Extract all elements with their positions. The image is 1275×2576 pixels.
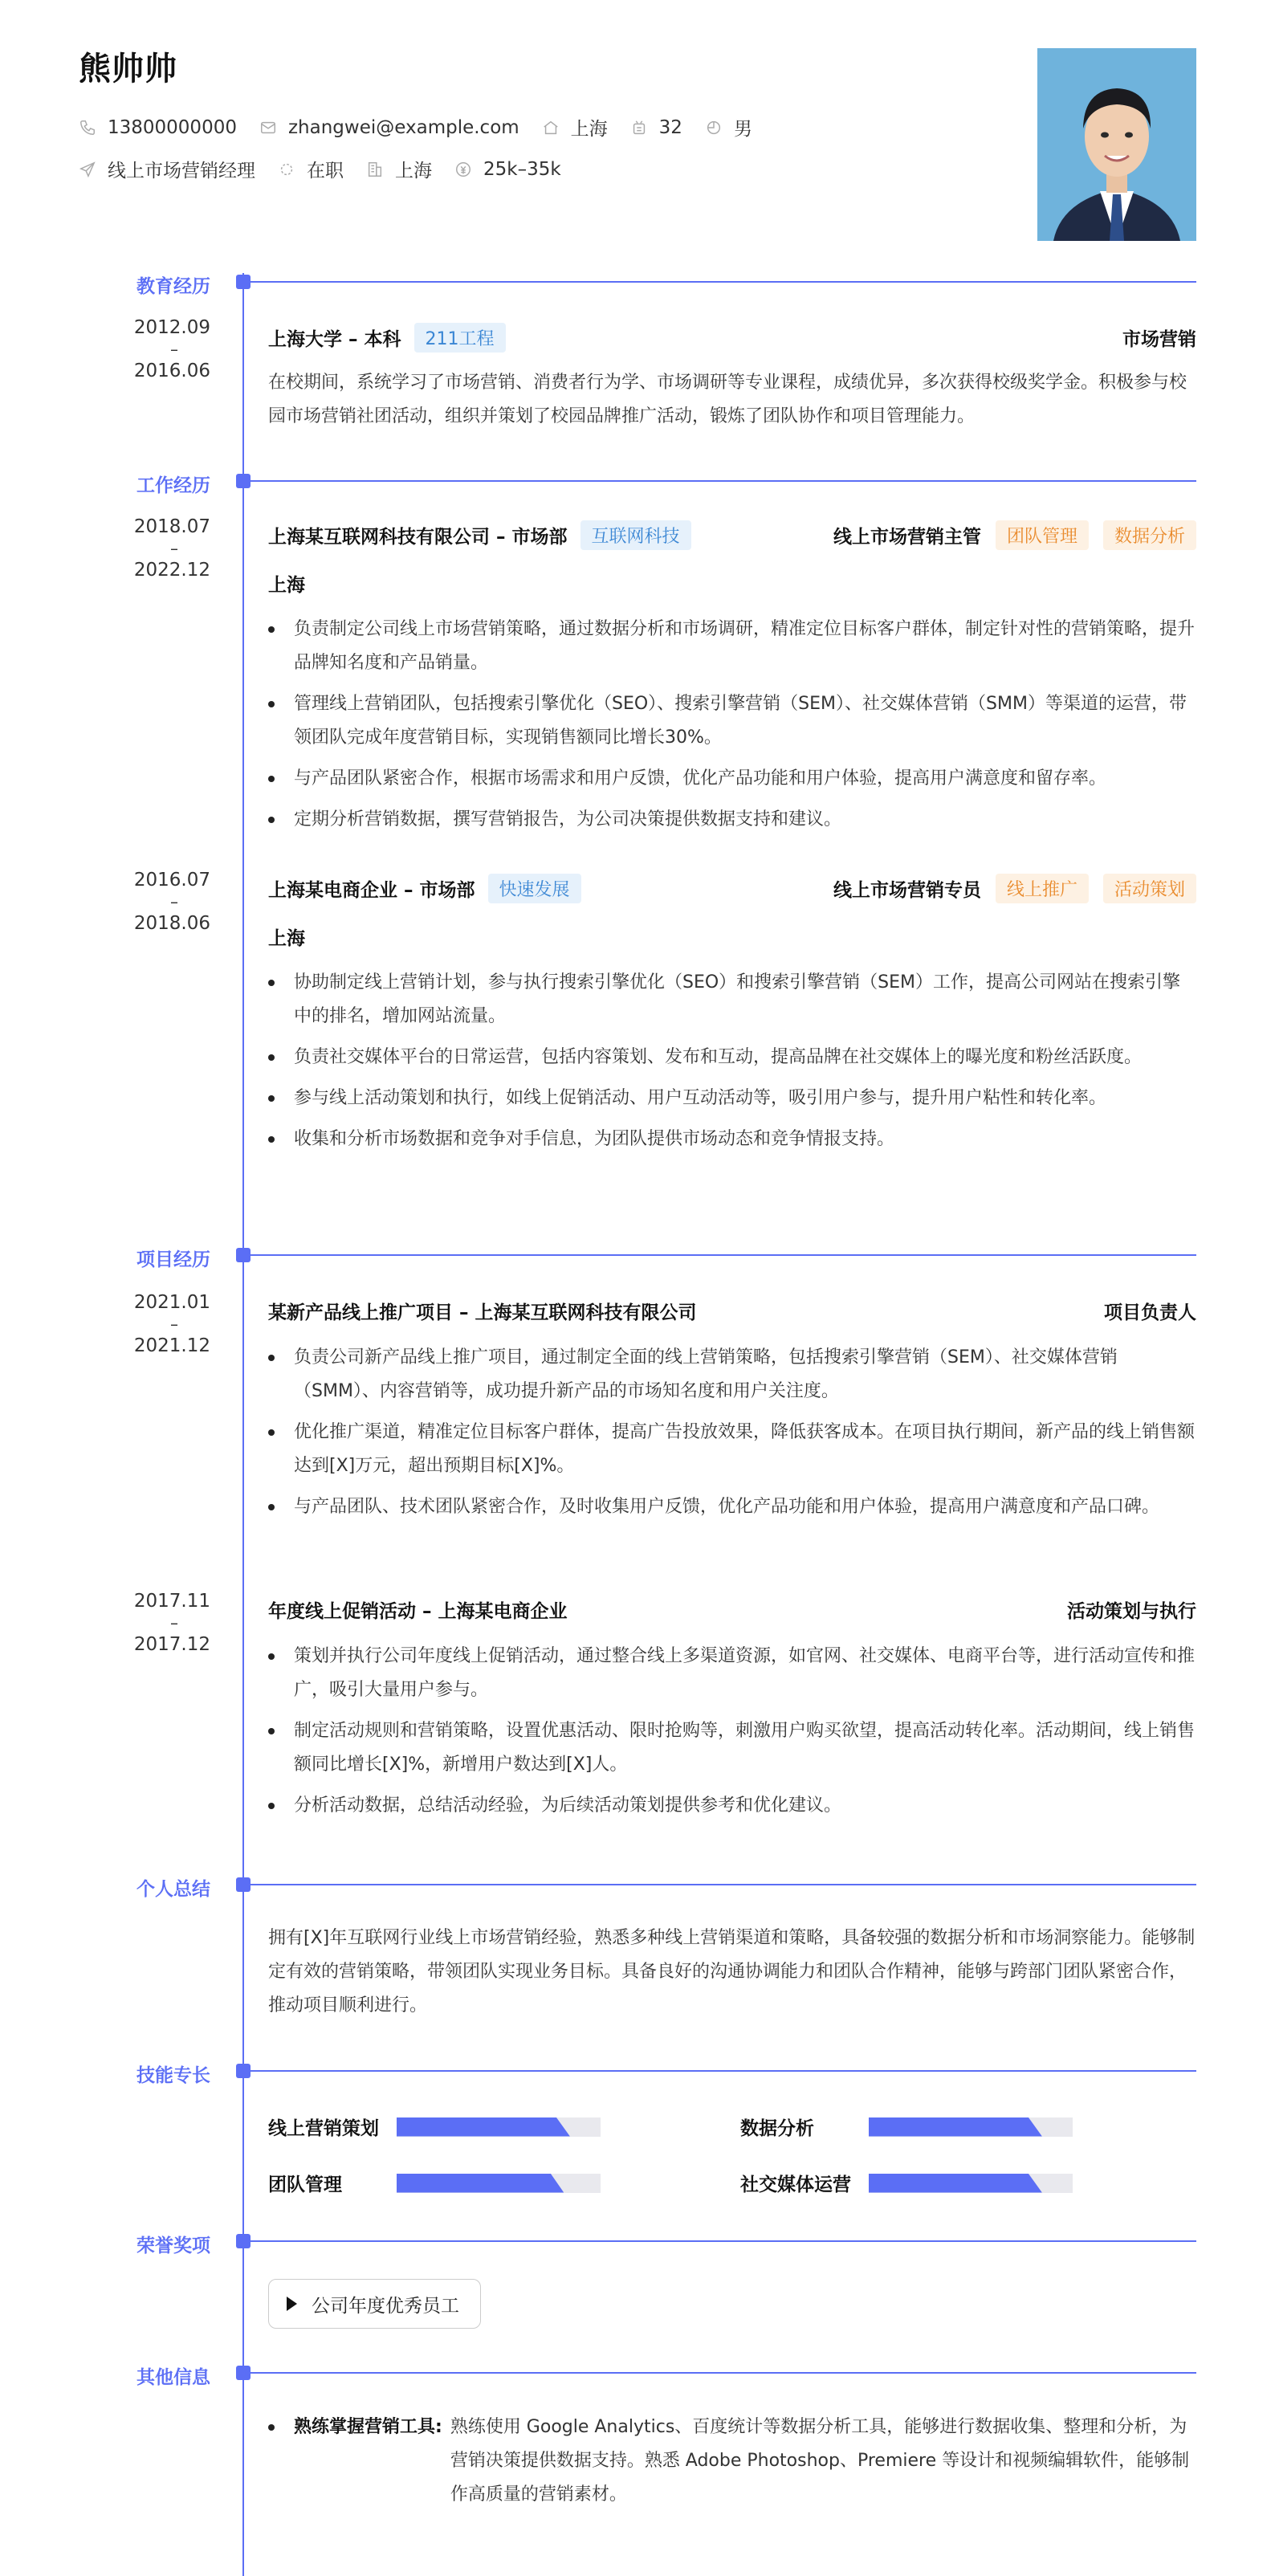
list-item: 与产品团队紧密合作，根据市场需求和用户反馈，优化产品功能和用户体验，提高用户满意度和留存率。 [268,762,1196,796]
list-item: 优化推广渠道，精准定位目标客户群体，提高广告投放效果，降低获客成本。在项目执行期间，新产品的线上销售额达到[X]万元，超出预期目标[X]%。 [268,1416,1196,1483]
job-row [79,156,584,182]
job-title-text: 线上市场营销经理 [108,161,255,181]
phone-text: 13800000000 [108,116,237,138]
list-item [268,2411,1196,2512]
list-item: 收集和分析市场数据和竞争对手信息，为团队提供市场动态和竞争情报支持。 [268,1123,1196,1156]
section-divider [238,2240,1196,2242]
project-name: 某新产品线上推广项目 – 上海某互联网科技有限公司 [268,1302,697,1323]
target-city-text: 上海 [395,161,432,181]
skill-bar [869,2174,1073,2193]
gender-item [705,114,752,141]
work-location: 上海 [268,575,305,596]
gender-icon [705,119,723,137]
mail-icon [259,119,277,137]
company-name: 上海某互联网科技有限公司 – 市场部 [268,527,568,548]
role-tag: 数据分析 [1103,520,1196,550]
summary-text: 拥有[X]年互联网行业线上市场营销经验，熟悉多种线上营销渠道和策略，具备较强的数据分析和市场洞察能力。能够制定有效的营销策略，带领团队实现业务目标。具备良好的沟通协调能力和团队合作精神，能够与跨部门团队紧密合作，推动项目顺利进行。 [268,1928,1196,2016]
project-head-2 [268,1596,1196,1623]
work-head-2 [268,874,1196,903]
list-item: 定期分析营销数据，撰写营销报告，为公司决策提供数据支持和建议。 [268,803,1196,837]
skill-bar [397,2117,601,2137]
age-icon [630,119,648,137]
section-marker [236,474,251,488]
education-description: 在校期间，系统学习了市场营销、消费者行为学、市场调研等专业课程，成绩优异，多次获得校级奖学金。积极参与校园市场营销社团活动，组织并策划了校园品牌推广活动，锻炼了团队协作和项目管理能力。 [268,373,1187,426]
skill-name: 数据分析 [740,2118,814,2139]
email-text: zhangwei@example.com [287,116,519,138]
job-role: 线上市场营销专员 [833,880,981,901]
target-city-item [366,156,432,182]
candidate-name: 熊帅帅 [79,51,177,88]
date-start: 2012.09 [133,317,210,338]
other-value: 熟练使用 Google Analytics、百度统计等数据分析工具，能够进行数据收集、整理和分析，为营销决策提供数据支持。熟悉 Adobe Photoshop、Premiere 等设计和视频编辑软件，能够制作高质量的营销素材。 [450,2417,1190,2505]
project-date-2 [88,1582,210,1664]
education-date [88,308,210,390]
date-dash: – [170,1613,178,1632]
project-head-1 [268,1298,1196,1324]
list-item: 策划并执行公司年度线上促销活动，通过整合线上多渠道资源，如官网、社交媒体、电商平台等，进行活动宣传和推广，吸引大量用户参与。 [268,1640,1196,1707]
project-name: 年度线上促销活动 – 上海某电商企业 [268,1601,568,1622]
date-dash: – [170,1314,178,1334]
project-bullets-2 [268,1640,1196,1830]
status-icon [278,161,295,178]
company-tag: 快速发展 [488,874,581,903]
section-divider [238,2372,1196,2374]
play-triangle-icon [287,2297,297,2311]
work-date-1 [88,507,210,589]
work-bullets-1 [268,613,1196,844]
skill-bar-fill [397,2117,570,2137]
section-title-summary: 个人总结 [136,1879,210,1900]
project-date-1 [88,1283,210,1365]
date-end: 2022.12 [133,560,210,581]
status-text: 在职 [307,161,344,181]
city-text: 上海 [570,119,608,140]
list-item: 负责社交媒体平台的日常运营，包括内容策划、发布和互动，提高品牌在社交媒体上的曝光度和粉丝活跃度。 [268,1041,1196,1074]
resume-header [79,43,1196,244]
major: 市场营销 [1122,329,1196,350]
section-title-work: 工作经历 [136,475,210,496]
skill-item [740,2113,1073,2140]
project-bullets-1 [268,1341,1196,1531]
section-title-education: 教育经历 [136,276,210,297]
date-dash: – [170,892,178,911]
award-label: 公司年度优秀员工 [312,2295,459,2317]
skill-item [268,2113,601,2140]
date-end: 2016.06 [133,361,210,381]
phone-item [79,117,237,138]
date-start: 2018.07 [133,516,210,537]
email-item [259,117,519,138]
home-icon [542,119,560,137]
project-role: 项目负责人 [1104,1302,1196,1323]
role-tag: 活动策划 [1103,874,1196,903]
date-start: 2021.01 [133,1292,210,1313]
skill-bar-fill [869,2117,1042,2137]
list-item: 管理线上营销团队，包括搜索引擎优化（SEO）、搜索引擎营销（SEM）、社交媒体营销（SMM）等渠道的运营，带领团队完成年度营销目标，实现销售额同比增长30%。 [268,687,1196,755]
section-marker [236,1877,251,1892]
timeline-line [242,273,244,2576]
company-name: 上海某电商企业 – 市场部 [268,880,475,901]
send-icon [79,161,96,178]
date-end: 2018.06 [133,913,210,934]
list-item: 负责制定公司线上市场营销策略，通过数据分析和市场调研，精准定位目标客户群体，制定针对性的营销策略，提升品牌知名度和产品销量。 [268,613,1196,680]
job-role: 线上市场营销主管 [833,527,981,548]
portrait-illustration [1037,48,1196,241]
skill-bar [869,2117,1073,2137]
salary-text: 25k–35k [483,158,561,180]
section-marker [236,275,251,289]
building-icon [366,161,384,178]
section-title-awards: 荣誉奖项 [136,2236,210,2256]
project-role: 活动策划与执行 [1067,1601,1196,1622]
phone-icon [79,119,96,137]
list-item: 制定活动规则和营销策略，设置优惠活动、限时抢购等，刺激用户购买欲望，提高活动转化率。活动期间，线上销售额同比增长[X]%，新增用户数达到[X]人。 [268,1714,1196,1782]
skill-bar-fill [397,2174,564,2193]
date-start: 2016.07 [133,870,210,891]
date-dash: – [170,340,178,359]
skill-bar [397,2174,601,2193]
job-title-item [79,156,255,182]
profile-photo [1037,48,1196,241]
section-divider [238,2070,1196,2072]
work-location: 上海 [268,928,305,949]
skill-name: 社交媒体运营 [740,2175,851,2195]
money-icon [454,161,472,178]
list-item: 分析活动数据，总结活动经验，为后续活动策划提供参考和优化建议。 [268,1789,1196,1823]
education-head [268,323,1196,353]
age-item [630,117,682,138]
award-toggle-button[interactable] [268,2279,481,2329]
date-end: 2017.12 [133,1634,210,1655]
section-divider [238,1254,1196,1256]
section-title-skills: 技能专长 [136,2065,210,2086]
section-title-other: 其他信息 [136,2367,210,2388]
section-divider [238,1884,1196,1885]
skill-item [268,2170,601,2196]
other-info [268,2411,1196,2512]
school-tag: 211工程 [414,323,506,353]
company-tag: 互联网科技 [580,520,691,550]
role-tag: 团队管理 [996,520,1089,550]
status-item [278,156,344,182]
skill-name: 线上营销策划 [268,2118,379,2139]
section-marker [236,2366,251,2380]
work-bullets-2 [268,966,1196,1164]
work-head-1 [268,520,1196,550]
list-item: 负责公司新产品线上推广项目，通过制定全面的线上营销策略，包括搜索引擎营销（SEM）、社交媒体营销（SMM）、内容营销等，成功提升新产品的市场知名度和用户关注度。 [268,1341,1196,1408]
date-end: 2021.12 [133,1335,210,1356]
date-start: 2017.11 [133,1591,210,1612]
section-divider [238,281,1196,283]
list-item: 参与线上活动策划和执行，如线上促销活动、用户互动活动等，吸引用户参与，提升用户粘性和转化率。 [268,1082,1196,1115]
section-title-project: 项目经历 [136,1249,210,1270]
section-marker [236,2064,251,2078]
skill-bar-fill [869,2174,1042,2193]
city-item [542,114,608,141]
list-item: 协助制定线上营销计划，参与执行搜索引擎优化（SEO）和搜索引擎营销（SEM）工作，提高公司网站在搜索引擎中的排名，增加网站流量。 [268,966,1196,1033]
salary-item [454,159,561,180]
age-text: 32 [658,116,682,138]
section-marker [236,1248,251,1262]
school-name: 上海大学 – 本科 [268,329,401,350]
list-item: 与产品团队、技术团队紧密合作，及时收集用户反馈，优化产品功能和用户体验，提高用户满意度和产品口碑。 [268,1490,1196,1524]
section-divider [238,480,1196,482]
work-date-2 [88,861,210,943]
gender-text: 男 [733,119,752,140]
section-marker [236,2234,251,2248]
role-tag: 线上推广 [996,874,1089,903]
date-dash: – [170,539,178,558]
skill-item [740,2170,1073,2196]
other-key: 熟练掌握营销工具: [294,2417,442,2437]
contact-row [79,114,775,141]
skill-name: 团队管理 [268,2175,342,2195]
